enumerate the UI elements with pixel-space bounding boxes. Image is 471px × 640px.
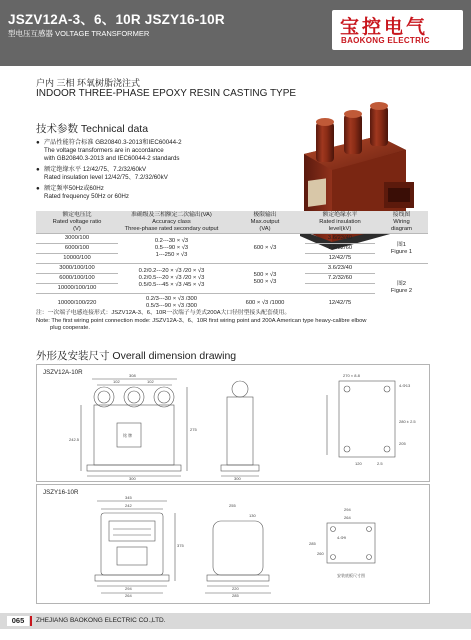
section-title-en: INDOOR THREE-PHASE EPOXY RESIN CASTING TYPE: [36, 88, 297, 99]
note-block: 注：一次端子电感连接形式：JSZV12A-3、6、10R一次端子与美式200A大口径肘型接头配套使用。 Note: The first wiring point connection mode: JSZV12A-3、6、10R first wiring point and 200A American type heavy-calibre elbow plug cooperate.: [36, 310, 367, 331]
col-header-diagram: 接线图 Wiring diagram: [375, 211, 428, 234]
table-row: 3000/100/100 0.2/0.2---20 × √3 /20 × √3 0.2/0.5---20 × √3 /20 × √3 0.5/0.5---45 × √3 /45 × √3 500 × √3 500 × √3 3.6/23/40 图2 Figure 2: [36, 264, 428, 274]
tech-data-heading: 技术参数 Technical data: [36, 123, 149, 135]
svg-text:铭 牌: 铭 牌: [123, 433, 133, 438]
svg-text:4-Φ9: 4-Φ9: [337, 535, 346, 540]
svg-text:294: 294: [125, 586, 132, 591]
svg-text:205: 205: [399, 441, 406, 446]
svg-text:285: 285: [232, 593, 239, 598]
svg-text:264: 264: [125, 593, 132, 598]
logo-english: BAOKONG ELECTRIC: [341, 36, 430, 45]
logo-chinese: 宝控电气: [340, 17, 429, 38]
drawing-jszv12a-lines: [37, 365, 429, 481]
bullet-standard: ● 产品性能符合标准 GB20840.3-2013和IEC60044-2 The voltage transformers are in accordance with GB20840.3-2013 and IEC60044-2 standards: [36, 139, 182, 162]
table-row: 6000/100/100 7.2/32/60: [36, 274, 428, 284]
svg-text:242: 242: [125, 503, 132, 508]
svg-text:242.5: 242.5: [69, 437, 80, 442]
bullet-frequency: ● 额定频率50Hz或60Hz Rated frequency 50Hz or 60Hz: [36, 185, 129, 200]
svg-text:280 ± 2.5: 280 ± 2.5: [399, 419, 416, 424]
col-header-ratio: 额定电压比 Rated voltage ratio (V): [36, 211, 118, 234]
table-row: 10000/100 12/42/75: [36, 254, 428, 264]
svg-text:308: 308: [129, 373, 136, 378]
bullet-insulation: ● 额定绝缘水平 12/42/75、7.2/32/60kV Rated insulation level 12/42/75、7.2/32/60kV: [36, 166, 168, 181]
table-row: 10000/100/100: [36, 284, 428, 294]
header-bar: [0, 0, 471, 66]
table-header-row: [36, 211, 428, 234]
svg-text:270 × 8.8: 270 × 8.8: [343, 373, 360, 378]
drawing-label: JSZY16-10R: [43, 489, 79, 496]
svg-text:275: 275: [190, 427, 197, 432]
drawing-jszy16-lines: [37, 485, 429, 603]
footer-company: ZHEJIANG BAOKONG ELECTRIC CO.,LTD.: [36, 617, 166, 624]
dimension-heading: 外形及安装尺寸 Overall dimension drawing: [36, 350, 237, 362]
svg-text:2.5: 2.5: [377, 461, 383, 466]
svg-text:4-Φ13: 4-Φ13: [399, 383, 411, 388]
svg-text:300: 300: [129, 476, 136, 481]
table-row: 3000/100 0.2---30 × √3 0.5---90 × √3 1---250 × √3 600 × √3 3.6/23/40 图1 Figure 1: [36, 234, 428, 244]
svg-text:255: 255: [229, 503, 236, 508]
svg-text:294: 294: [344, 507, 351, 512]
drawing-label: JSZV12A-10R: [43, 369, 83, 376]
svg-text:102: 102: [147, 379, 154, 384]
svg-text:260: 260: [317, 551, 324, 556]
svg-text:102: 102: [113, 379, 120, 384]
accuracy-group-a: 0.2---30 × √3 0.5---90 × √3 1---250 × √3: [118, 234, 225, 264]
svg-text:285: 285: [309, 541, 316, 546]
page-subtitle: 型电压互感器 VOLTAGE TRANSFORMER: [8, 29, 150, 38]
drawing-jszy16: [36, 484, 430, 604]
table-row: 10000/100/220 0.2/3---30 × √3 /300 0.5/3---90 × √3 /300 600 × √3 /1000 12/42/75: [36, 294, 428, 312]
svg-text:300: 300: [234, 476, 241, 481]
col-header-maxout: 极限输出 Max.output (VA): [225, 211, 305, 234]
svg-text:345: 345: [125, 495, 132, 500]
svg-text:120: 120: [355, 461, 362, 466]
page-number: 065: [7, 616, 29, 626]
svg-text:安装底板尺寸图: 安装底板尺寸图: [337, 573, 365, 578]
col-header-accuracy: 准确级及三相额定二次输出(VA) Accuracy class Three-phase rated secondary output: [118, 211, 225, 234]
svg-text:375: 375: [177, 543, 184, 548]
svg-text:130: 130: [249, 513, 256, 518]
section-title-cn: 户内 三相 环氧树脂浇注式: [36, 78, 141, 88]
svg-text:220: 220: [232, 586, 239, 591]
drawing-jszv12a: [36, 364, 430, 482]
brand-logo: [332, 10, 463, 50]
svg-text:264: 264: [344, 515, 351, 520]
col-header-insulation: 额定绝缘水平 Rated insulation level(kV): [305, 211, 375, 234]
spec-table: [36, 211, 428, 312]
page-title: JSZV12A-3、6、10R JSZY16-10R: [8, 12, 225, 27]
table-row: 6000/100 7.2/32/60: [36, 244, 428, 254]
footer-bar: [0, 613, 471, 629]
